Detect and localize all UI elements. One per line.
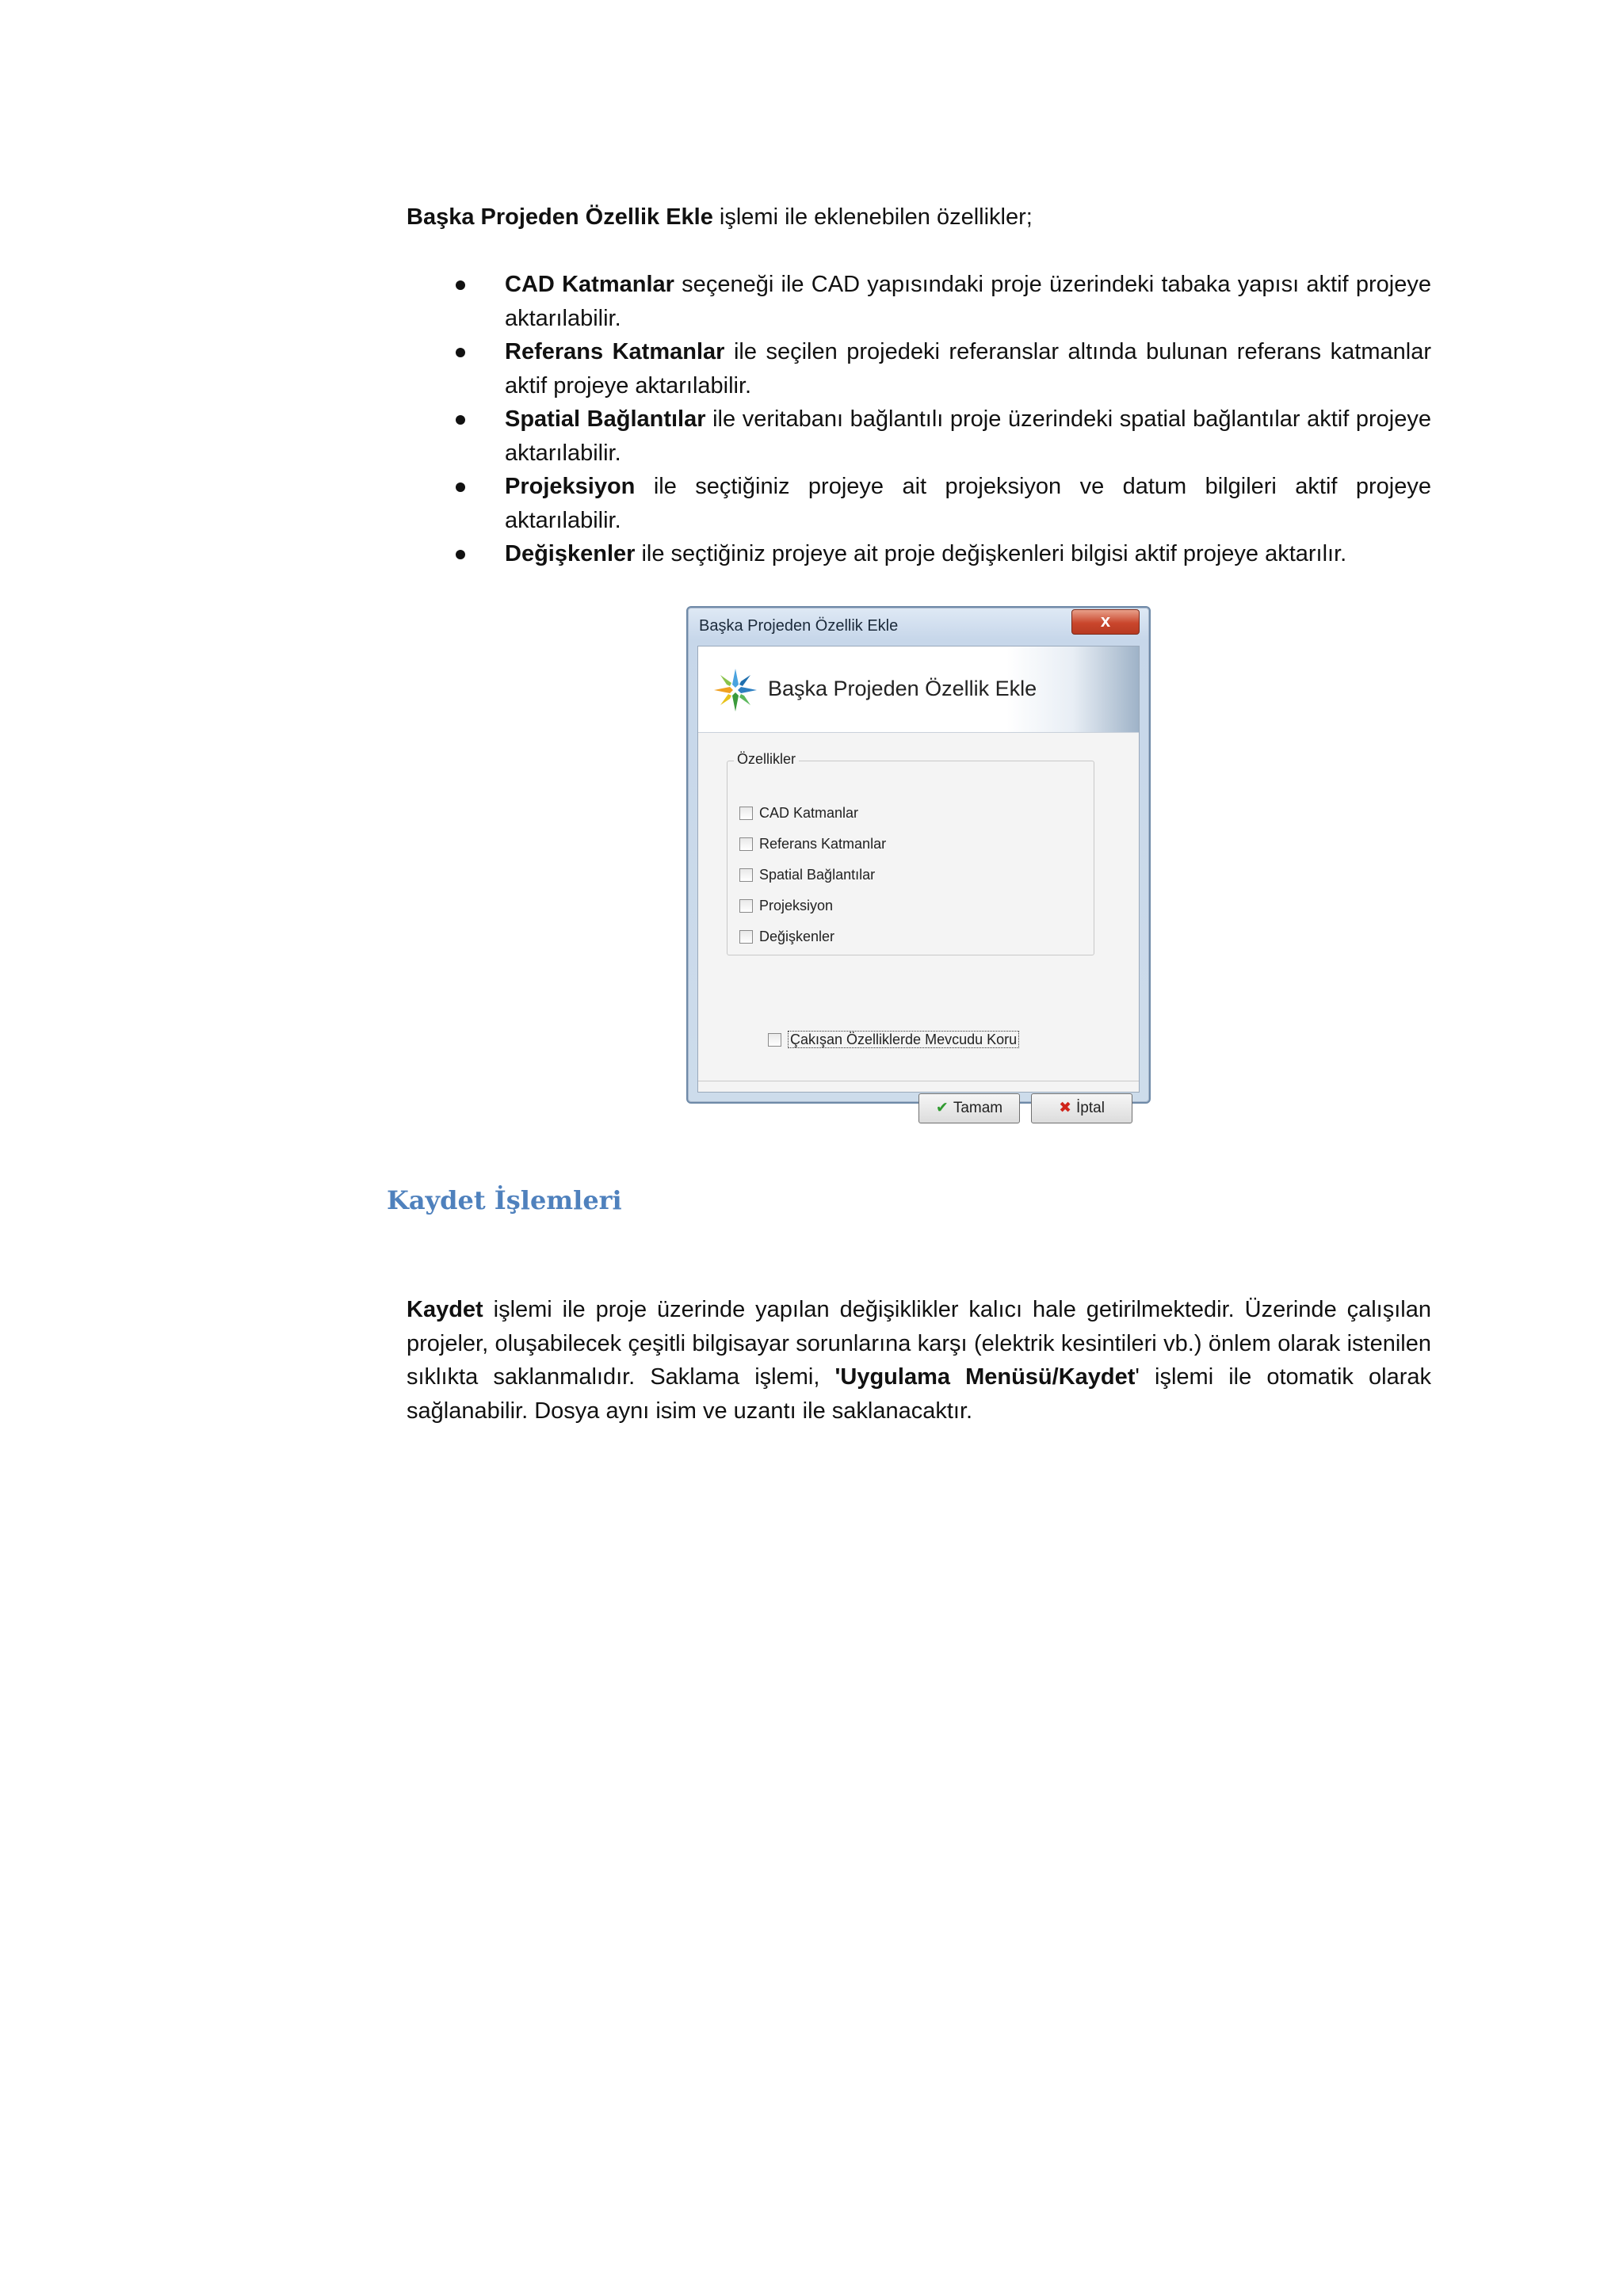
checkbox-cad-layers[interactable] [739,807,753,820]
checkbox-reference-layers[interactable] [739,837,753,851]
bullet-dot [456,550,465,559]
save-paragraph [407,1293,1431,1428]
add-feature-dialog [686,606,1151,1116]
cancel-button[interactable] [1031,1093,1132,1123]
dialog-window-title: Başka Projeden Özellik Ekle [699,617,899,635]
option-cad-layers[interactable] [739,805,858,822]
bullet-bold: CAD Katmanlar [505,272,674,297]
option-label: Değişkenler [759,929,835,944]
intro-text: işlemi ile eklenebilen özellikler; [712,204,1033,230]
save-bold: Kaydet [407,1297,483,1322]
bullet-text: ile seçilen projedeki referanslar altında bulunan referans katmanlar aktif projeye aktarılabilir. [505,339,1432,399]
option-projection[interactable] [739,898,833,914]
dialog-banner [698,646,1139,733]
bullet-dot [456,482,465,492]
ok-button[interactable] [918,1093,1020,1123]
bullet-bold: Projeksiyon [505,474,636,499]
features-group-title: Özellikler [734,751,799,768]
bullet-item [407,537,1431,571]
bullet-dot [456,280,465,290]
save-menu-path: 'Uygulama Menüsü/Kaydet [834,1364,1136,1390]
bullet-bold: Değişkenler [505,541,636,566]
check-icon: ✔ [935,1100,949,1116]
bullet-dot [456,415,465,425]
checkbox-projection[interactable] [739,899,753,913]
cancel-x-icon: ✖ [1059,1100,1071,1116]
option-label: Çakışan Özelliklerde Mevcudu Koru [788,1031,1019,1048]
option-label: Projeksiyon [759,898,834,913]
bullet-text: ile veritabanı bağlantılı proje üzerindeki spatial bağlantılar aktif projeye aktarılabilir. [505,406,1431,466]
close-button[interactable]: x [1071,609,1140,635]
app-logo-icon [712,667,758,713]
bullet-text: seçeneği ile CAD yapısındaki proje üzerindeki tabaka yapısı aktif projeye aktarılabilir. [505,272,1431,331]
dialog-body [697,646,1140,1116]
bullet-item [407,335,1431,402]
section-heading: Kaydet İşlemleri [387,1185,622,1215]
bullet-dot [456,348,465,357]
save-text-end: ' işlemi ile otomatik olarak sağlanabilir. Dosya aynı isim ve uzantı ile saklanacaktır. [407,1364,1431,1424]
option-label: CAD Katmanlar [759,805,859,821]
bullet-text: ile seçtiğiniz projeye ait proje değişkenleri bilgisi aktif projeye aktarılır. [635,541,1347,566]
option-reference-layers[interactable] [739,836,886,852]
bullet-item [407,470,1431,537]
cancel-label: İptal [1076,1100,1105,1116]
dialog-banner-title: Başka Projeden Özellik Ekle [768,677,1037,700]
option-label: Referans Katmanlar [759,836,887,852]
checkbox-spatial-links[interactable] [739,868,753,882]
option-variables[interactable] [739,929,834,945]
bullet-item [407,402,1431,470]
option-keep-existing[interactable] [768,1032,1019,1048]
intro-paragraph [407,200,1431,235]
bullet-text: ile seçtiğiniz projeye ait projeksiyon ve datum bilgileri aktif projeye aktarılabilir. [505,474,1431,533]
checkbox-variables[interactable] [739,930,753,944]
features-groupbox [727,751,1094,955]
bullet-bold: Referans Katmanlar [505,339,725,364]
bullet-item [407,268,1431,335]
ok-label: Tamam [953,1100,1003,1116]
intro-bold: Başka Projeden Özellik Ekle [407,204,713,230]
feature-bullet-list [407,268,1431,571]
save-text: işlemi ile proje üzerinde yapılan değişiklikler kalıcı hale getirilmektedir. Üzerinde çalışılan projeler, oluşabilecek çeşitli bilgisayar sorunlarına karşı (elektrik kesintileri vb.) önlem olarak istenilen sıklıkta saklanmalıdır. Saklama işlemi, [407,1297,1431,1390]
checkbox-keep-existing[interactable] [768,1033,781,1047]
option-spatial-links[interactable] [739,867,875,883]
bullet-bold: Spatial Bağlantılar [505,406,706,432]
option-label: Spatial Bağlantılar [759,867,876,883]
